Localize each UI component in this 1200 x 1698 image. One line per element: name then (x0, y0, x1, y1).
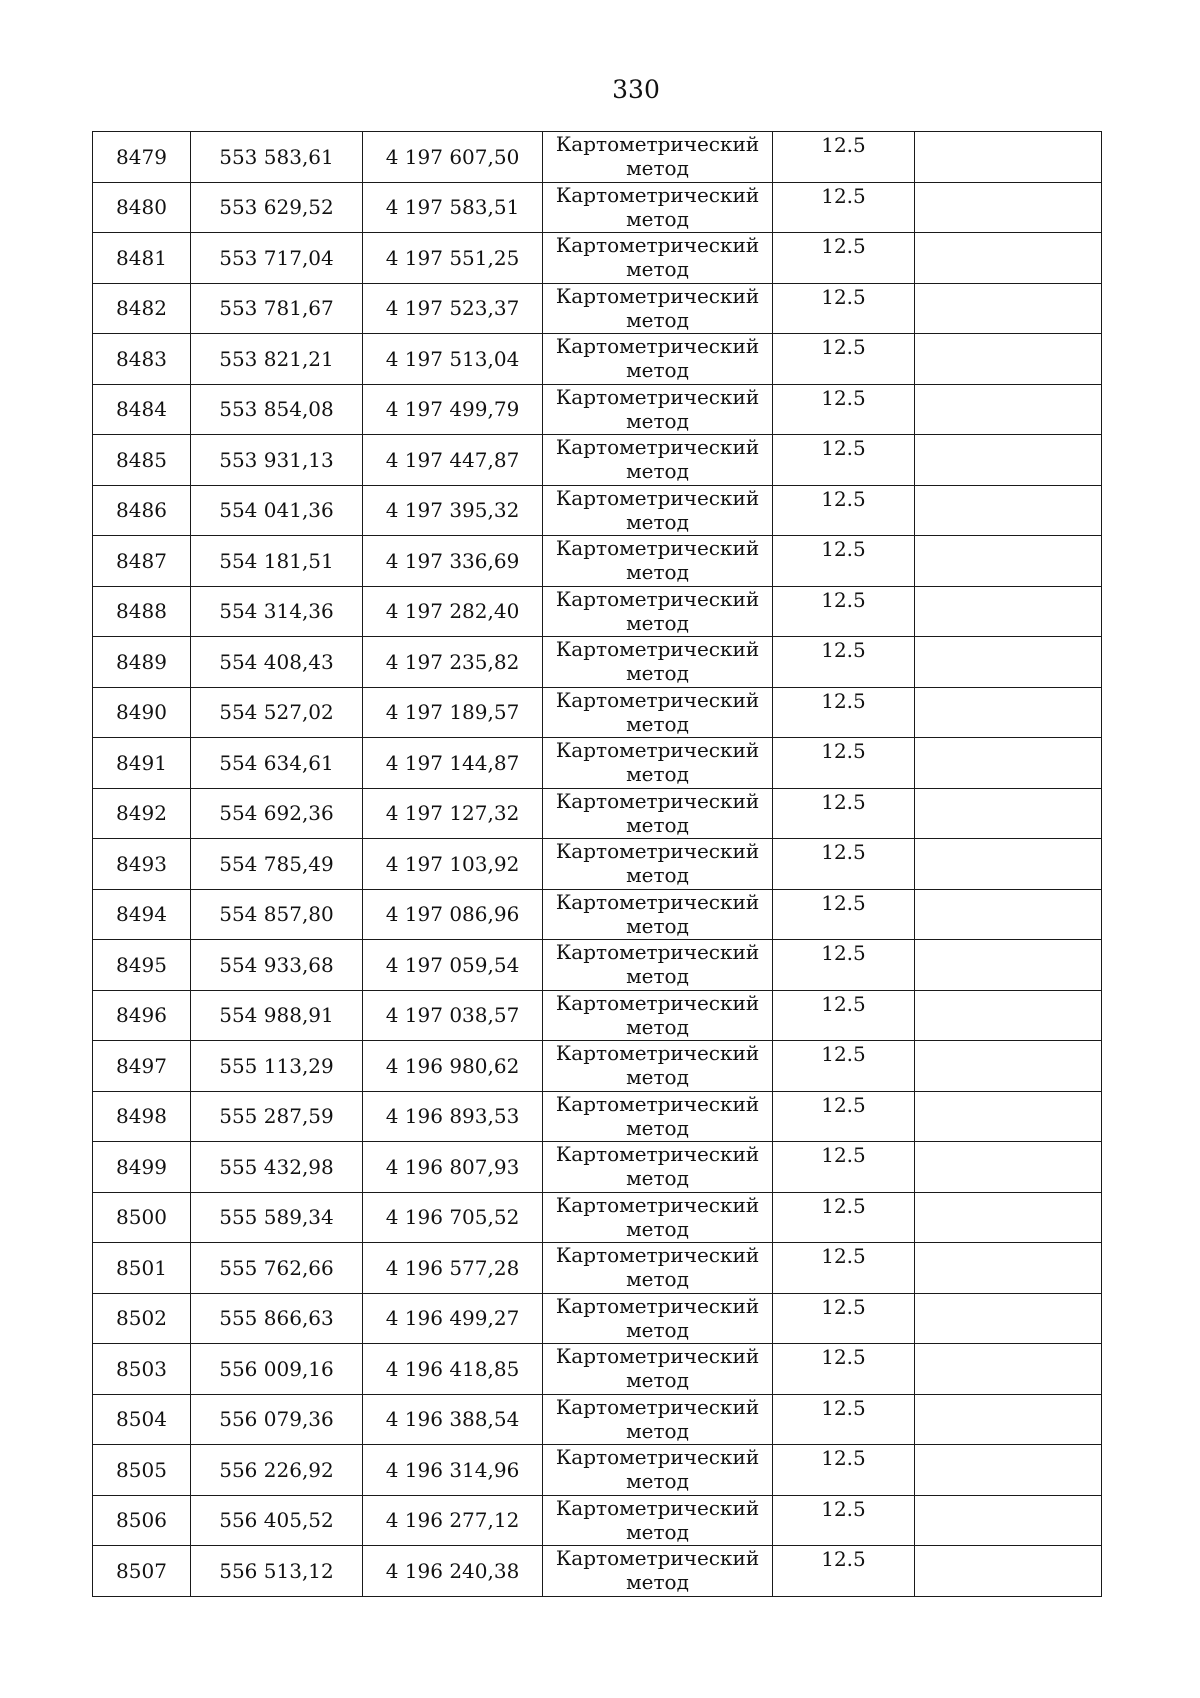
method-line-1: Картометрический (555, 485, 760, 510)
note-cell (915, 1546, 1102, 1597)
point-number-cell: 8488 (93, 586, 191, 637)
note-cell (915, 132, 1102, 183)
method-cell (543, 889, 773, 940)
method-line-1: Картометрический (555, 1546, 760, 1570)
point-number-cell: 8484 (93, 384, 191, 435)
table-row (93, 738, 1102, 789)
table-row (93, 1344, 1102, 1395)
note-cell (915, 1041, 1102, 1092)
point-number-cell: 8505 (93, 1445, 191, 1496)
accuracy-cell: 12.5 (773, 132, 915, 183)
table-row (93, 283, 1102, 334)
method-line-2: метод (626, 560, 689, 584)
method-cell (543, 687, 773, 738)
method-line-1: Картометрический (555, 1495, 760, 1520)
point-number-cell: 8482 (93, 283, 191, 334)
point-number-cell: 8479 (93, 132, 191, 183)
method-line-1: Картометрический (555, 233, 760, 257)
method-line-2: метод (626, 257, 689, 281)
method-cell (543, 839, 773, 890)
method-line-1: Картометрический (555, 435, 760, 459)
method-line-1: Картометрический (555, 990, 760, 1015)
table-row (93, 940, 1102, 991)
method-line-1: Картометрический (555, 687, 760, 712)
method-line-2: метод (626, 1317, 689, 1342)
y-coordinate-cell: 4 197 038,57 (363, 990, 543, 1041)
method-line-1: Картометрический (555, 283, 760, 308)
x-coordinate-cell: 553 854,08 (191, 384, 363, 435)
method-cell (543, 1243, 773, 1294)
note-cell (915, 1293, 1102, 1344)
method-line-2: метод (626, 1368, 689, 1392)
x-coordinate-cell: 555 113,29 (191, 1041, 363, 1092)
method-cell (543, 182, 773, 233)
accuracy-cell: 12.5 (773, 1344, 915, 1395)
method-line-1: Картометрический (555, 1091, 760, 1116)
method-cell (543, 1344, 773, 1395)
point-number-cell: 8491 (93, 738, 191, 789)
note-cell (915, 1091, 1102, 1142)
method-cell (543, 536, 773, 587)
accuracy-cell: 12.5 (773, 1495, 915, 1546)
y-coordinate-cell: 4 197 523,37 (363, 283, 543, 334)
point-number-cell: 8485 (93, 435, 191, 486)
x-coordinate-cell: 554 933,68 (191, 940, 363, 991)
note-cell (915, 889, 1102, 940)
y-coordinate-cell: 4 197 086,96 (363, 889, 543, 940)
method-line-1: Картометрический (555, 1041, 760, 1065)
point-number-cell: 8489 (93, 637, 191, 688)
method-line-1: Картометрический (555, 586, 760, 611)
method-line-2: метод (626, 610, 689, 635)
method-cell (543, 435, 773, 486)
method-line-2: метод (626, 1065, 689, 1089)
x-coordinate-cell: 556 079,36 (191, 1394, 363, 1445)
y-coordinate-cell: 4 197 103,92 (363, 839, 543, 890)
method-cell (543, 334, 773, 385)
method-cell (543, 1495, 773, 1546)
x-coordinate-cell: 553 717,04 (191, 233, 363, 284)
method-line-2: метод (626, 812, 689, 837)
table-row (93, 1293, 1102, 1344)
note-cell (915, 1495, 1102, 1546)
note-cell (915, 283, 1102, 334)
method-line-1: Картометрический (555, 738, 760, 762)
point-number-cell: 8501 (93, 1243, 191, 1294)
note-cell (915, 687, 1102, 738)
method-cell (543, 1091, 773, 1142)
method-cell (543, 1394, 773, 1445)
point-number-cell: 8502 (93, 1293, 191, 1344)
y-coordinate-cell: 4 196 705,52 (363, 1192, 543, 1243)
table-row (93, 334, 1102, 385)
y-coordinate-cell: 4 196 807,93 (363, 1142, 543, 1193)
method-line-2: метод (626, 408, 689, 433)
method-line-2: метод (626, 1418, 689, 1443)
method-line-2: метод (626, 1115, 689, 1140)
table-row (93, 1243, 1102, 1294)
coordinates-table (92, 131, 1102, 1597)
method-line-2: метод (626, 206, 689, 231)
coordinates-table-body (93, 132, 1102, 1597)
accuracy-cell: 12.5 (773, 940, 915, 991)
method-line-2: метод (626, 913, 689, 938)
accuracy-cell: 12.5 (773, 990, 915, 1041)
point-number-cell: 8499 (93, 1142, 191, 1193)
method-line-2: метод (626, 762, 689, 786)
table-row (93, 435, 1102, 486)
x-coordinate-cell: 555 432,98 (191, 1142, 363, 1193)
method-line-1: Картометрический (555, 1445, 760, 1469)
table-row (93, 485, 1102, 536)
method-line-1: Картометрический (555, 536, 760, 560)
accuracy-cell: 12.5 (773, 1243, 915, 1294)
point-number-cell: 8490 (93, 687, 191, 738)
y-coordinate-cell: 4 197 499,79 (363, 384, 543, 435)
method-cell (543, 485, 773, 536)
note-cell (915, 485, 1102, 536)
x-coordinate-cell: 553 629,52 (191, 182, 363, 233)
note-cell (915, 384, 1102, 435)
accuracy-cell: 12.5 (773, 1091, 915, 1142)
method-cell (543, 283, 773, 334)
point-number-cell: 8496 (93, 990, 191, 1041)
method-line-2: метод (626, 1216, 689, 1241)
method-line-2: метод (626, 863, 689, 887)
method-line-1: Картометрический (555, 132, 760, 156)
note-cell (915, 435, 1102, 486)
note-cell (915, 788, 1102, 839)
note-cell (915, 233, 1102, 284)
method-cell (543, 1041, 773, 1092)
y-coordinate-cell: 4 196 577,28 (363, 1243, 543, 1294)
accuracy-cell: 12.5 (773, 839, 915, 890)
accuracy-cell: 12.5 (773, 384, 915, 435)
x-coordinate-cell: 554 041,36 (191, 485, 363, 536)
accuracy-cell: 12.5 (773, 788, 915, 839)
accuracy-cell: 12.5 (773, 1546, 915, 1597)
note-cell (915, 990, 1102, 1041)
method-line-2: метод (626, 1166, 689, 1190)
accuracy-cell: 12.5 (773, 182, 915, 233)
accuracy-cell: 12.5 (773, 1293, 915, 1344)
accuracy-cell: 12.5 (773, 485, 915, 536)
method-cell (543, 1445, 773, 1496)
method-line-1: Картометрический (555, 182, 760, 207)
point-number-cell: 8503 (93, 1344, 191, 1395)
y-coordinate-cell: 4 196 277,12 (363, 1495, 543, 1546)
method-line-2: метод (626, 1267, 689, 1291)
x-coordinate-cell: 555 762,66 (191, 1243, 363, 1294)
x-coordinate-cell: 554 692,36 (191, 788, 363, 839)
y-coordinate-cell: 4 197 235,82 (363, 637, 543, 688)
point-number-cell: 8480 (93, 182, 191, 233)
note-cell (915, 1192, 1102, 1243)
x-coordinate-cell: 555 287,59 (191, 1091, 363, 1142)
point-number-cell: 8494 (93, 889, 191, 940)
point-number-cell: 8500 (93, 1192, 191, 1243)
y-coordinate-cell: 4 196 980,62 (363, 1041, 543, 1092)
y-coordinate-cell: 4 196 388,54 (363, 1394, 543, 1445)
y-coordinate-cell: 4 196 240,38 (363, 1546, 543, 1597)
method-line-1: Картометрический (555, 1293, 760, 1318)
table-row (93, 1041, 1102, 1092)
point-number-cell: 8506 (93, 1495, 191, 1546)
point-number-cell: 8507 (93, 1546, 191, 1597)
accuracy-cell: 12.5 (773, 637, 915, 688)
method-cell (543, 940, 773, 991)
point-number-cell: 8487 (93, 536, 191, 587)
method-line-2: метод (626, 156, 689, 180)
y-coordinate-cell: 4 197 513,04 (363, 334, 543, 385)
table-row (93, 384, 1102, 435)
method-line-2: метод (626, 1469, 689, 1493)
table-row (93, 687, 1102, 738)
accuracy-cell: 12.5 (773, 889, 915, 940)
method-line-1: Картометрический (555, 384, 760, 409)
method-line-2: метод (626, 459, 689, 483)
table-row (93, 536, 1102, 587)
x-coordinate-cell: 556 009,16 (191, 1344, 363, 1395)
y-coordinate-cell: 4 196 893,53 (363, 1091, 543, 1142)
table-row (93, 1495, 1102, 1546)
point-number-cell: 8493 (93, 839, 191, 890)
method-line-2: метод (626, 1014, 689, 1039)
note-cell (915, 1142, 1102, 1193)
method-line-2: метод (626, 711, 689, 736)
table-row (93, 1091, 1102, 1142)
point-number-cell: 8495 (93, 940, 191, 991)
method-line-1: Картометрический (555, 1394, 760, 1419)
y-coordinate-cell: 4 197 282,40 (363, 586, 543, 637)
method-cell (543, 788, 773, 839)
table-row (93, 132, 1102, 183)
table-row (93, 889, 1102, 940)
method-cell (543, 1293, 773, 1344)
method-line-1: Картометрический (555, 839, 760, 863)
method-line-1: Картометрический (555, 889, 760, 914)
x-coordinate-cell: 554 408,43 (191, 637, 363, 688)
accuracy-cell: 12.5 (773, 1142, 915, 1193)
y-coordinate-cell: 4 197 189,57 (363, 687, 543, 738)
method-line-1: Картометрический (555, 1192, 760, 1217)
method-cell (543, 637, 773, 688)
note-cell (915, 586, 1102, 637)
point-number-cell: 8481 (93, 233, 191, 284)
table-row (93, 1142, 1102, 1193)
table-row (93, 586, 1102, 637)
x-coordinate-cell: 555 589,34 (191, 1192, 363, 1243)
method-line-1: Картометрический (555, 334, 760, 358)
method-line-2: метод (626, 661, 689, 685)
note-cell (915, 738, 1102, 789)
accuracy-cell: 12.5 (773, 1041, 915, 1092)
x-coordinate-cell: 553 821,21 (191, 334, 363, 385)
x-coordinate-cell: 553 931,13 (191, 435, 363, 486)
page-number: 330 (612, 75, 660, 104)
accuracy-cell: 12.5 (773, 435, 915, 486)
y-coordinate-cell: 4 197 059,54 (363, 940, 543, 991)
method-line-2: метод (626, 964, 689, 988)
accuracy-cell: 12.5 (773, 586, 915, 637)
note-cell (915, 1445, 1102, 1496)
note-cell (915, 940, 1102, 991)
table-row (93, 182, 1102, 233)
x-coordinate-cell: 554 527,02 (191, 687, 363, 738)
method-cell (543, 738, 773, 789)
method-line-2: метод (626, 509, 689, 534)
x-coordinate-cell: 554 634,61 (191, 738, 363, 789)
note-cell (915, 334, 1102, 385)
accuracy-cell: 12.5 (773, 536, 915, 587)
accuracy-cell: 12.5 (773, 334, 915, 385)
table-row (93, 839, 1102, 890)
method-cell (543, 384, 773, 435)
x-coordinate-cell: 554 785,49 (191, 839, 363, 890)
y-coordinate-cell: 4 197 447,87 (363, 435, 543, 486)
table-row (93, 1546, 1102, 1597)
x-coordinate-cell: 554 181,51 (191, 536, 363, 587)
x-coordinate-cell: 554 314,36 (191, 586, 363, 637)
note-cell (915, 536, 1102, 587)
table-row (93, 637, 1102, 688)
y-coordinate-cell: 4 196 499,27 (363, 1293, 543, 1344)
accuracy-cell: 12.5 (773, 233, 915, 284)
method-line-1: Картометрический (555, 788, 760, 813)
accuracy-cell: 12.5 (773, 1192, 915, 1243)
x-coordinate-cell: 556 226,92 (191, 1445, 363, 1496)
table-row (93, 1445, 1102, 1496)
table-row (93, 1192, 1102, 1243)
method-cell (543, 233, 773, 284)
method-line-2: метод (626, 1570, 689, 1594)
note-cell (915, 1344, 1102, 1395)
note-cell (915, 1394, 1102, 1445)
method-cell (543, 1142, 773, 1193)
y-coordinate-cell: 4 197 144,87 (363, 738, 543, 789)
method-cell (543, 1192, 773, 1243)
accuracy-cell: 12.5 (773, 1445, 915, 1496)
method-line-1: Картометрический (555, 1243, 760, 1267)
x-coordinate-cell: 556 405,52 (191, 1495, 363, 1546)
x-coordinate-cell: 553 781,67 (191, 283, 363, 334)
table-row (93, 990, 1102, 1041)
table-row (93, 1394, 1102, 1445)
method-cell (543, 1546, 773, 1597)
method-cell (543, 586, 773, 637)
point-number-cell: 8497 (93, 1041, 191, 1092)
point-number-cell: 8483 (93, 334, 191, 385)
point-number-cell: 8492 (93, 788, 191, 839)
y-coordinate-cell: 4 197 607,50 (363, 132, 543, 183)
method-line-2: метод (626, 358, 689, 382)
point-number-cell: 8486 (93, 485, 191, 536)
y-coordinate-cell: 4 196 314,96 (363, 1445, 543, 1496)
note-cell (915, 182, 1102, 233)
y-coordinate-cell: 4 197 583,51 (363, 182, 543, 233)
y-coordinate-cell: 4 197 551,25 (363, 233, 543, 284)
y-coordinate-cell: 4 197 336,69 (363, 536, 543, 587)
y-coordinate-cell: 4 197 395,32 (363, 485, 543, 536)
table-row (93, 788, 1102, 839)
point-number-cell: 8498 (93, 1091, 191, 1142)
method-line-2: метод (626, 307, 689, 332)
x-coordinate-cell: 554 988,91 (191, 990, 363, 1041)
y-coordinate-cell: 4 197 127,32 (363, 788, 543, 839)
note-cell (915, 839, 1102, 890)
x-coordinate-cell: 553 583,61 (191, 132, 363, 183)
table-row (93, 233, 1102, 284)
x-coordinate-cell: 556 513,12 (191, 1546, 363, 1597)
point-number-cell: 8504 (93, 1394, 191, 1445)
note-cell (915, 1243, 1102, 1294)
accuracy-cell: 12.5 (773, 738, 915, 789)
x-coordinate-cell: 555 866,63 (191, 1293, 363, 1344)
method-line-1: Картометрический (555, 1344, 760, 1368)
note-cell (915, 637, 1102, 688)
method-line-1: Картометрический (555, 1142, 760, 1166)
method-line-2: метод (626, 1519, 689, 1544)
accuracy-cell: 12.5 (773, 283, 915, 334)
method-cell (543, 990, 773, 1041)
accuracy-cell: 12.5 (773, 1394, 915, 1445)
method-line-1: Картометрический (555, 940, 760, 964)
x-coordinate-cell: 554 857,80 (191, 889, 363, 940)
method-line-1: Картометрический (555, 637, 760, 661)
accuracy-cell: 12.5 (773, 687, 915, 738)
method-cell (543, 132, 773, 183)
y-coordinate-cell: 4 196 418,85 (363, 1344, 543, 1395)
